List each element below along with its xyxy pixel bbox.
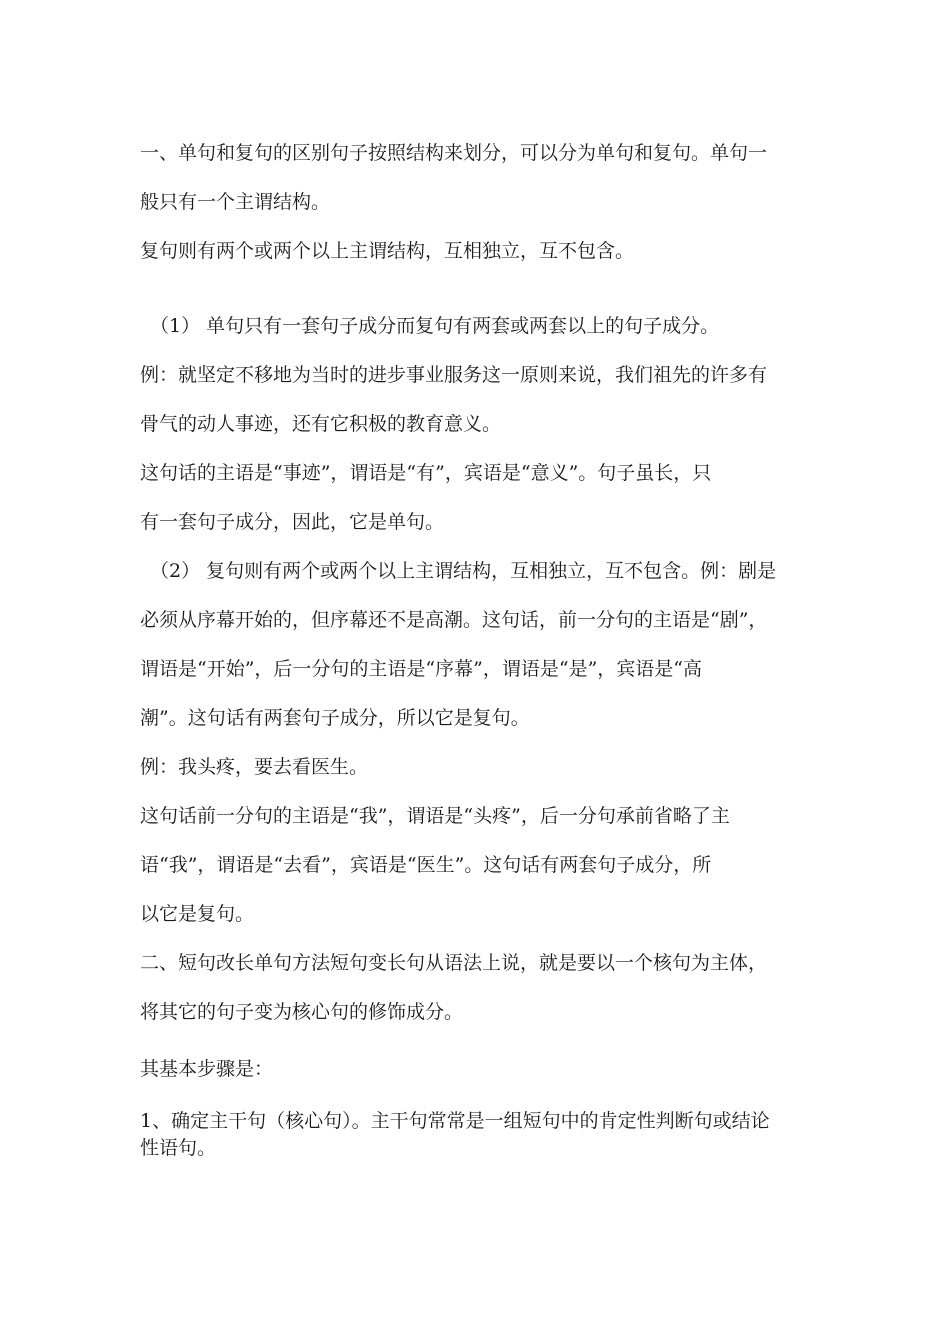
paragraph-line-8: 有一套句子成分，因此，它是单句。: [140, 511, 445, 533]
paragraph-line-9: （2） 复句则有两个或两个以上主谓结构，互相独立，互不包含。例：剧是: [150, 560, 777, 582]
paragraph-line-13: 例：我头疼，要去看医生。: [140, 756, 369, 778]
paragraph-line-19: 其基本步骤是：: [140, 1058, 274, 1080]
paragraph-line-18: 将其它的句子变为核心句的修饰成分。: [140, 1001, 464, 1023]
paragraph-line-1: 一、单句和复句的区别句子按照结构来划分，可以分为单句和复句。单句一: [140, 142, 768, 164]
paragraph-line-3: 复句则有两个或两个以上主谓结构，互相独立，互不包含。: [140, 240, 635, 262]
paragraph-line-10: 必须从序幕开始的，但序幕还不是高潮。这句话，前一分句的主语是“剧”，: [140, 609, 768, 631]
paragraph-line-17: 二、短句改长单句方法短句变长句从语法上说，就是要以一个核句为主体，: [140, 952, 768, 974]
paragraph-line-5: 例：就坚定不移地为当时的进步事业服务这一原则来说，我们祖先的许多有: [140, 364, 768, 386]
paragraph-line-21: 性语句。: [140, 1137, 217, 1159]
paragraph-line-20: 1、确定主干句（核心句）。主干句常常是一组短句中的肯定性判断句或结论: [140, 1110, 770, 1132]
paragraph-line-11: 谓语是“开始”，后一分句的主语是“序幕”，谓语是“是”，宾语是“高: [140, 658, 702, 680]
paragraph-line-16: 以它是复句。: [140, 903, 255, 925]
paragraph-line-14: 这句话前一分句的主语是“我”，谓语是“头疼”，后一分句承前省略了主: [140, 805, 730, 827]
paragraph-line-2: 般只有一个主谓结构。: [140, 191, 331, 213]
paragraph-line-7: 这句话的主语是“事迹”，谓语是“有”，宾语是“意义”。句子虽长，只: [140, 462, 712, 484]
paragraph-line-4: （1） 单句只有一套句子成分而复句有两套或两套以上的句子成分。: [150, 315, 720, 337]
paragraph-line-15: 语“我”，谓语是“去看”，宾语是“医生”。这句话有两套句子成分，所: [140, 854, 712, 876]
paragraph-line-6: 骨气的动人事迹，还有它积极的教育意义。: [140, 413, 502, 435]
paragraph-line-12: 潮”。这句话有两套句子成分，所以它是复句。: [140, 707, 530, 729]
document-body: [140, 133, 820, 1162]
